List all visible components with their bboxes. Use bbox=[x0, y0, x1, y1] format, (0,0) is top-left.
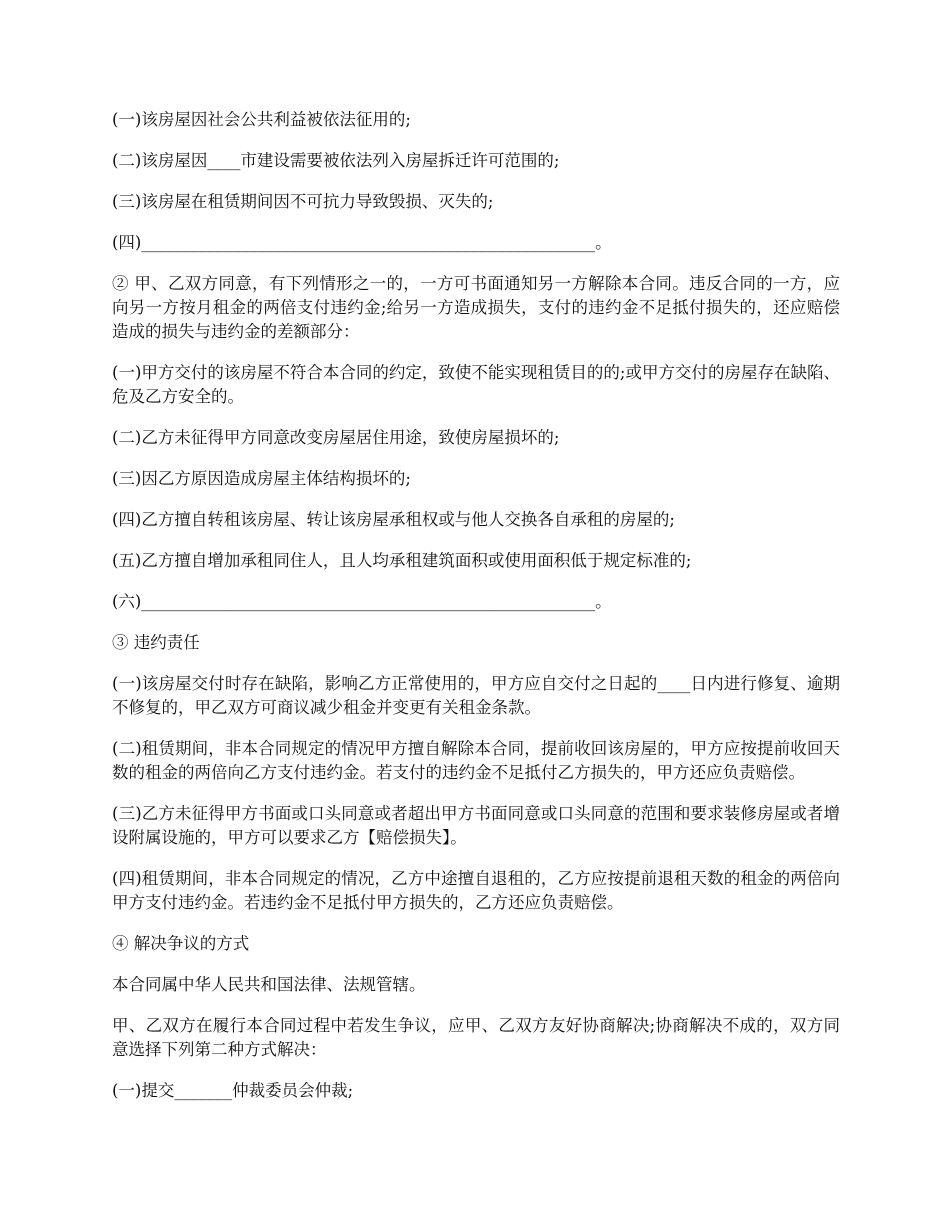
termination-clause: ② 甲、乙双方同意，有下列情形之一的，一方可书面通知另一方解除本合同。违反合同的一方，应向另一方按月租金的两倍支付违约金;给另一方造成损失，支付的违约金不足抵付损失的，还应赔偿造成的损失与违约金的差额部分： bbox=[112, 274, 840, 341]
clause-item-blank: (六)_______________________________________________________。 bbox=[112, 592, 612, 611]
section-heading: ③ 违约责任 bbox=[112, 633, 200, 652]
clause-item: (四)乙方擅自转租该房屋、转让该房屋承租权或与他人交换各自承租的房屋的; bbox=[112, 510, 675, 529]
clause-item: (五)乙方擅自增加承租同住人，且人均承租建筑面积或使用面积低于规定标准的; bbox=[112, 551, 692, 570]
clause-item: (二)该房屋因____市建设需要被依法列入房屋拆迁许可范围的; bbox=[112, 151, 560, 170]
clause-item: (一)提交_______仲裁委员会仲裁; bbox=[112, 1081, 354, 1100]
document-body bbox=[112, 108, 840, 1120]
clause-item: (三)该房屋在租赁期间因不可抗力导致毁损、灭失的; bbox=[112, 192, 494, 211]
clause-text: 本合同属中华人民共和国法律、法规管辖。 bbox=[112, 975, 426, 994]
clause-item: (四)租赁期间，非本合同规定的情况，乙方中途擅自退租的，乙方应按提前退租天数的租金的两倍向甲方支付违约金。若违约金不足抵付甲方损失的，乙方还应负责赔偿。 bbox=[112, 869, 840, 912]
clause-item: (三)乙方未征得甲方书面或口头同意或者超出甲方书面同意或口头同意的范围和要求装修房屋或者增设附属设施的，甲方可以要求乙方【赔偿损失】。 bbox=[112, 804, 840, 847]
clause-item: (一)该房屋因社会公共利益被依法征用的; bbox=[112, 110, 411, 129]
clause-item: (二)租赁期间，非本合同规定的情况甲方擅自解除本合同，提前收回该房屋的，甲方应按提前收回天数的租金的两倍向乙方支付违约金。若支付的违约金不足抵付乙方损失的，甲方还应负责赔偿。 bbox=[112, 739, 840, 782]
section-heading: ④ 解决争议的方式 bbox=[112, 934, 250, 953]
clause-item: (一)甲方交付的该房屋不符合本合同的约定，致使不能实现租赁目的的;或甲方交付的房屋存在缺陷、危及乙方安全的。 bbox=[112, 363, 840, 406]
clause-text: 甲、乙双方在履行本合同过程中若发生争议，应甲、乙双方友好协商解决;协商解决不成的，双方同意选择下列第二种方式解决： bbox=[112, 1016, 840, 1059]
clause-item-blank: (四)_______________________________________________________。 bbox=[112, 233, 612, 252]
clause-item: (二)乙方未征得甲方同意改变房屋居住用途，致使房屋损坏的; bbox=[112, 428, 560, 447]
clause-item: (一)该房屋交付时存在缺陷，影响乙方正常使用的，甲方应自交付之日起的____日内进行修复、逾期不修复的，甲乙双方可商议减少租金并变更有关租金条款。 bbox=[112, 674, 840, 717]
clause-item: (三)因乙方原因造成房屋主体结构损坏的; bbox=[112, 469, 411, 488]
